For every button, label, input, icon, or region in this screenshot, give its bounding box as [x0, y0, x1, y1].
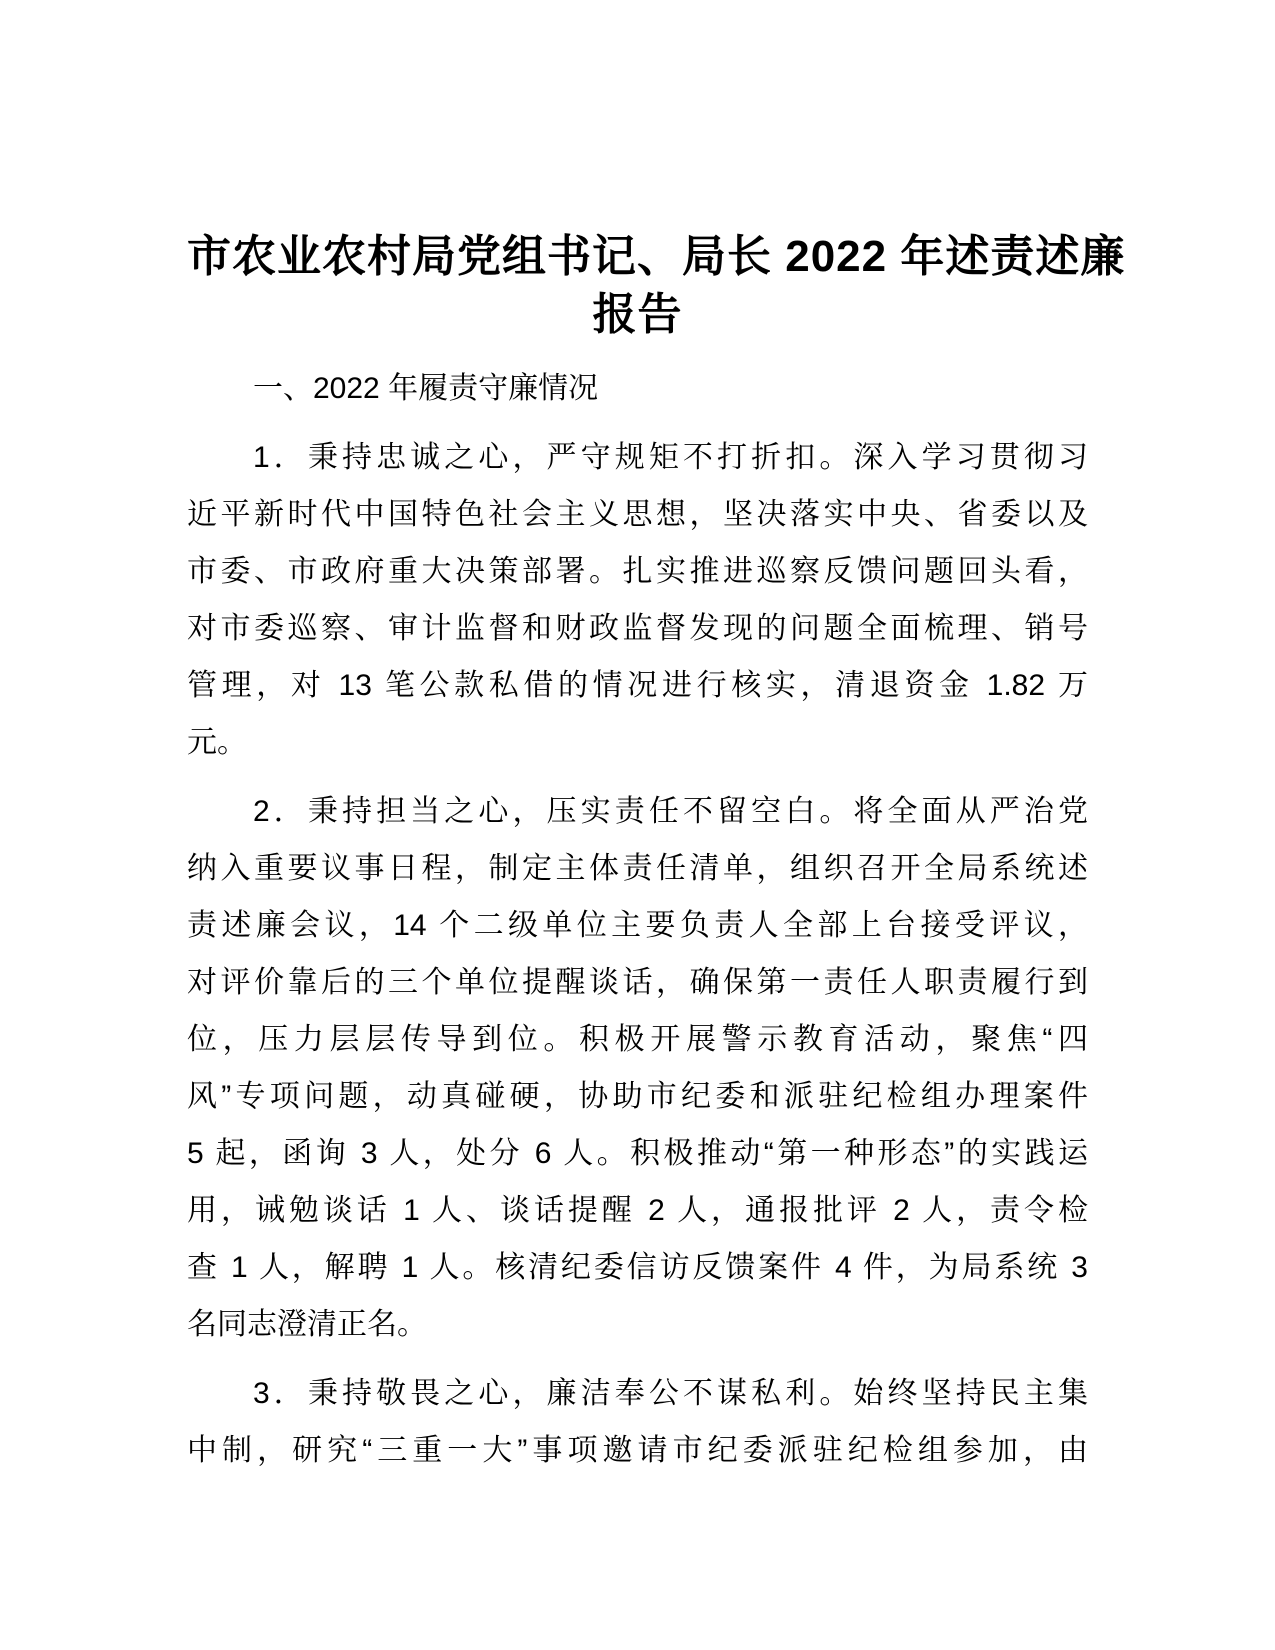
document-body [187, 429, 1088, 1479]
text-line: 名同志澄清正名。 [187, 1308, 427, 1341]
text-line: 对市委巡察、审计监督和财政监督发现的问题全面梳理、销号 [187, 612, 1088, 645]
paragraph [187, 783, 1088, 1353]
paragraph [187, 1365, 1088, 1479]
document-title-line-2: 报告 [592, 290, 683, 339]
text-line: 1．秉持忠诚之心，严守规矩不打折扣。深入学习贯彻习 [253, 441, 1088, 474]
text-line: 近平新时代中国特色社会主义思想，坚决落实中央、省委以及 [187, 498, 1088, 531]
document-content [187, 228, 1126, 1479]
text-line: 责述廉会议，14 个二级单位主要负责人全部上台接受评议， [187, 909, 1088, 942]
section-heading: 一、2022 年履责守廉情况 [253, 372, 599, 405]
text-line: 风”专项问题，动真碰硬，协助市纪委和派驻纪检组办理案件 [187, 1080, 1088, 1113]
text-line: 查 1 人，解聘 1 人。核清纪委信访反馈案件 4 件，为局系统 3 [187, 1251, 1088, 1284]
text-line: 对评价靠后的三个单位提醒谈话，确保第一责任人职责履行到 [187, 966, 1088, 999]
text-line: 2．秉持担当之心，压实责任不留空白。将全面从严治党 [253, 795, 1088, 828]
text-line: 市委、市政府重大决策部署。扎实推进巡察反馈问题回头看， [187, 555, 1088, 588]
document-title-line-1: 市农业农村局党组书记、局长 2022 年述责述廉 [187, 232, 1126, 281]
text-line: 用，诫勉谈话 1 人、谈话提醒 2 人，通报批评 2 人，责令检 [187, 1194, 1088, 1227]
text-line: 中制，研究“三重一大”事项邀请市纪委派驻纪检组参加，由 [187, 1434, 1088, 1467]
text-line: 位，压力层层传导到位。积极开展警示教育活动，聚焦“四 [187, 1023, 1088, 1056]
text-line: 管理，对 13 笔公款私借的情况进行核实，清退资金 1.82 万 [187, 669, 1088, 702]
paragraph [187, 429, 1088, 771]
text-line: 3．秉持敬畏之心，廉洁奉公不谋私利。始终坚持民主集 [253, 1377, 1088, 1410]
text-line: 5 起，函询 3 人，处分 6 人。积极推动“第一种形态”的实践运 [187, 1137, 1088, 1170]
document-title [187, 228, 1126, 344]
text-line: 元。 [187, 726, 247, 759]
text-line: 纳入重要议事日程，制定主体责任清单，组织召开全局系统述 [187, 852, 1088, 885]
